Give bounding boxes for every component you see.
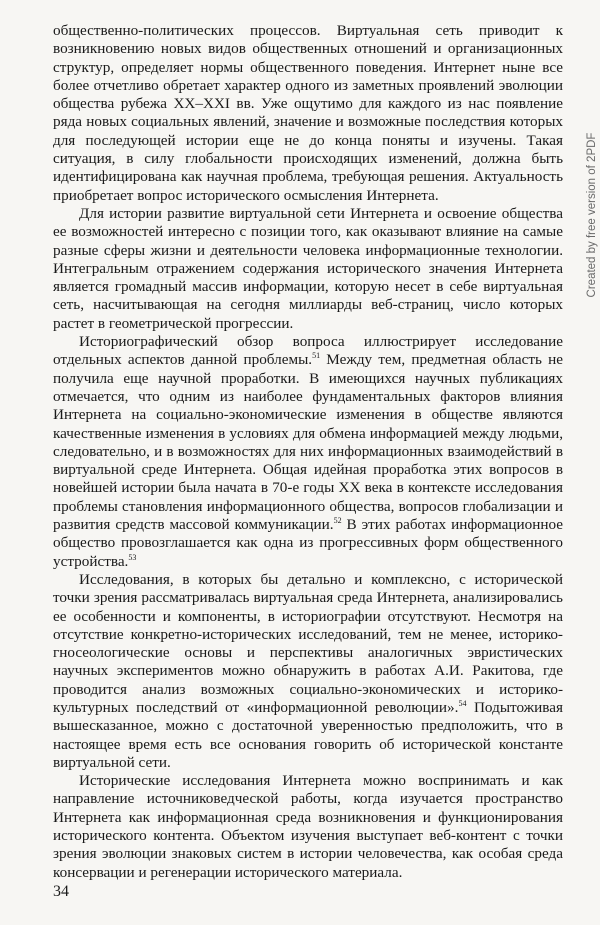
paragraph-4 <box>53 571 563 772</box>
paragraph-text: общественно-политических процессов. Виртуальная сеть приводит к возникновению новых видов общественных отношений и организационных структур, определяет нормы общественного поведения. Интернет ныне все более отчетливо обретает характер одного из заметных проявлений эволюции общества рубежа XX–XXI вв. Уже ощутимо для каждого из нас появление ряда новых социальных явлений, значение и возможные последствия которых для последующей истории еще не до конца поняты и изучены. Такая ситуация, в силу глобальности происходящих изменений, должна быть идентифицирована как научная проблема, требующая решения. Актуальность приобретает вопрос исторического осмысления Интернета. <box>53 22 563 204</box>
paragraph-text: Исторические исследования Интернета можно воспринимать и как направление источниковедческой работы, когда изучается пространство Интернета как информационная среда возникновения и функционирования исторического контента. Объектом изучения выступает веб-контент с точки зрения эволюции знаковых систем в истории человечества, как особая среда консервации и регенерации исторического материала. <box>53 772 563 881</box>
paragraph-text: В этих работах информационное общество провозглашается как одна из прогрессивных форм общественного устройства. <box>53 516 563 570</box>
paragraph-text: Историографический обзор вопроса иллюстрирует исследование отдельных аспектов данной проблемы. <box>53 333 563 369</box>
page-number: 34 <box>53 883 69 900</box>
paragraph-3 <box>53 333 563 571</box>
footnote-ref: 53 <box>128 552 137 562</box>
footnote-ref: 52 <box>333 515 342 525</box>
watermark: Created by free version of 2PDF <box>586 132 598 298</box>
paragraph-text: Для истории развитие виртуальной сети Интернета и освоение общества ее возможностей интересно с позиции того, как оказывают влияние на самые разные сферы жизни и деятельности человека информационные технологии. Интегральным отражением содержания исторического значения Интернета является громадный массив информации, которую несет в себе виртуальная сеть, насчитывающая на сегодня миллиарды веб-страниц, число которых растет в геометрической прогрессии. <box>53 204 563 332</box>
footnote-ref: 54 <box>458 698 467 708</box>
paragraph-2 <box>53 205 563 333</box>
document-body <box>53 22 563 882</box>
paragraph-text: Исследования, в которых бы детально и комплексно, с исторической точки зрения рассматривалась виртуальная среда Интернета, анализировались ее особенности и компоненты, в историографии отсутствуют. Несмотря на отсутствие конкретно-исторических исследований, тем не менее, историко-гносеологические основы и перспективы аналогичных эвристических научных экспериментов можно обнаружить в работах А.И. Ракитова, где проводится анализ возможных социально-экономических и историко-культурных последствий от «информационной революции». <box>53 570 563 716</box>
paragraph-text: Подытоживая вышесказанное, можно с достаточной уверенностью предположить, что в настоящее время есть все основания говорить об исторической константе виртуальной сети. <box>53 698 563 771</box>
paragraph-1 <box>53 22 563 205</box>
footnote-ref: 51 <box>312 351 321 361</box>
paragraph-5 <box>53 772 563 882</box>
paragraph-text: Между тем, предметная область не получила еще научной проработки. В имеющихся научных публикациях отмечается, что одним из наиболее фундаментальных факторов влияния Интернета на социально-экономические изменения в обществе являются качественные изменения в условиях для обмена информацией между людьми, следовательно, и в возможностях для них информационных взаимодействий в виртуальной среде Интернета. Общая идейная проработка этих вопросов в новейшей истории была начата в 70-е годы XX века в контексте исследования проблемы становления информационного общества, вопросов глобализации и развития средств массовой коммуникации. <box>53 351 563 534</box>
